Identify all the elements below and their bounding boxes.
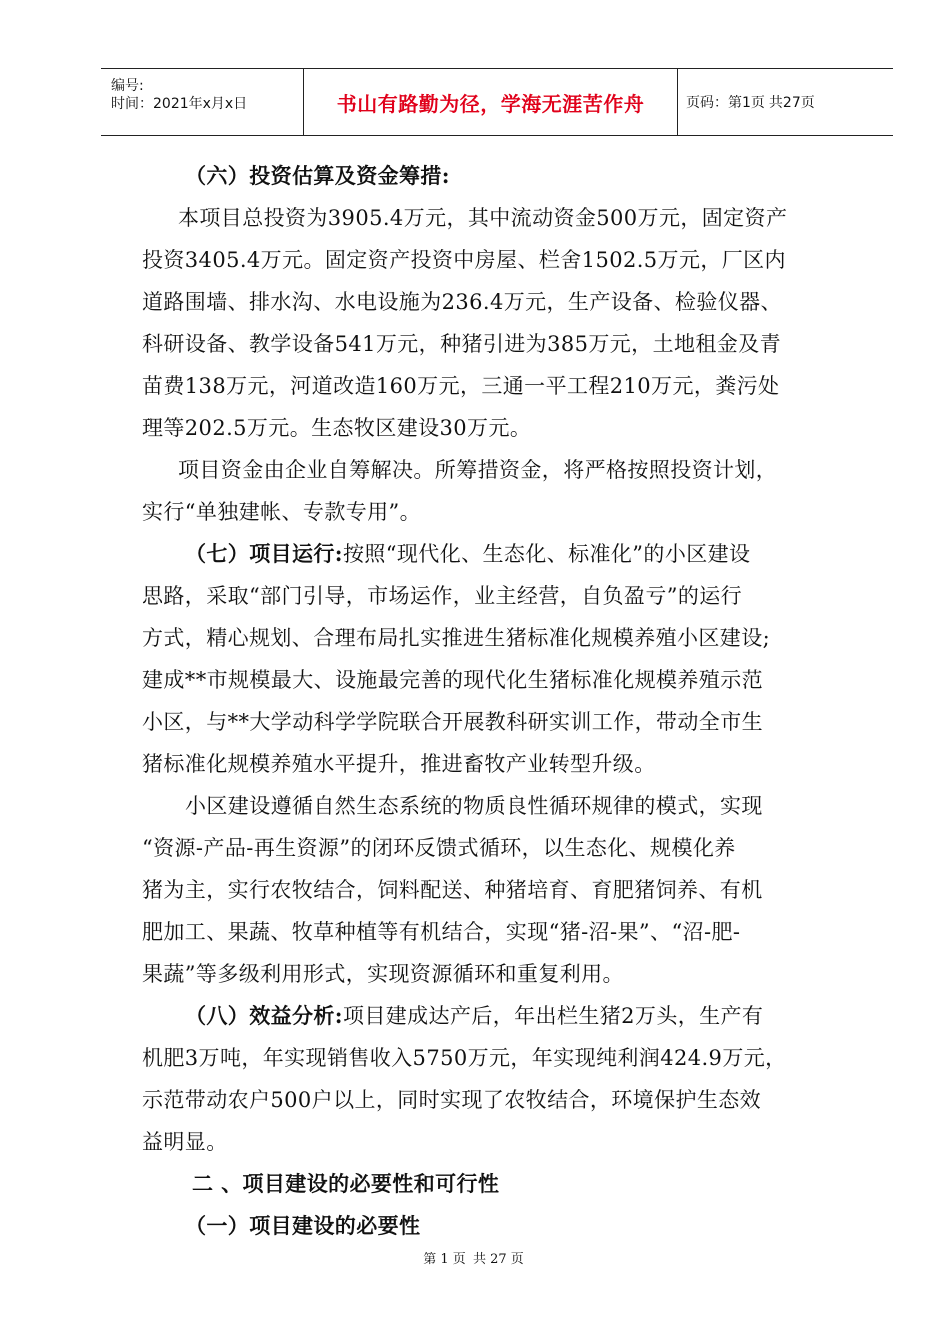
paragraph-line: 果蔬”等多级利用形式，实现资源循环和重复利用。	[142, 962, 624, 986]
page-header	[101, 68, 893, 136]
paragraph-line: 实行“单独建帐、专款专用”。	[142, 500, 422, 524]
subsection-heading: （一）项目建设的必要性	[185, 1213, 421, 1238]
paragraph-line: 项目资金由企业自筹解决。所筹措资金，将严格按照投资计划，	[178, 458, 778, 482]
header-motto-cell	[304, 69, 678, 135]
chapter-heading: 二 、项目建设的必要性和可行性	[192, 1171, 500, 1196]
paragraph-line	[185, 538, 750, 568]
paragraph-line: 思路，采取“部门引导，市场运作，业主经营，自负盈亏”的运行	[142, 584, 743, 608]
serial-number-label: 编号:	[111, 78, 144, 94]
paragraph-line: 肥加工、果蔬、牧草种植等有机结合，实现“猪-沼-果”、“沼-肥-	[142, 920, 741, 944]
page-number-label: 页码：第1页	[686, 95, 765, 111]
paragraph-line: 猪标准化规模养殖水平提升，推进畜牧产业转型升级。	[142, 752, 656, 776]
paragraph-text: 按照“现代化、生态化、标准化”的小区建设	[342, 542, 751, 566]
paragraph-text: 项目建成达产后，年出栏生猪2万头，生产有	[342, 1004, 764, 1028]
paragraph-line: 苗费138万元，河道改造160万元，三通一平工程210万元，粪污处	[142, 374, 780, 398]
section-heading-operation: （七）项目运行:	[185, 541, 343, 566]
paragraph-line	[185, 1000, 763, 1030]
paragraph-line: 科研设备、教学设备541万元，种猪引进为385万元，土地租金及青	[142, 332, 781, 356]
paragraph-line: 机肥3万吨，年实现销售收入5750万元，年实现纯利润424.9万元，	[142, 1046, 787, 1070]
page-total-label: 共27页	[768, 95, 815, 111]
header-meta-cell	[101, 69, 304, 135]
date-label: 时间：2021年x月x日	[111, 96, 248, 112]
paragraph-line: 理等202.5万元。生态牧区建设30万元。	[142, 416, 532, 440]
paragraph-line: 本项目总投资为3905.4万元，其中流动资金500万元，固定资产	[178, 206, 788, 230]
paragraph-line: 投资3405.4万元。固定资产投资中房屋、栏舍1502.5万元，厂区内	[142, 248, 786, 272]
paragraph-line: 建成**市规模最大、设施最完善的现代化生猪标准化规模养殖示范	[142, 668, 763, 692]
paragraph-line: 方式，精心规划、合理布局扎实推进生猪标准化规模养殖小区建设;	[142, 626, 771, 650]
section-heading-benefit: （八）效益分析:	[185, 1003, 343, 1028]
paragraph-line: 小区建设遵循自然生态系统的物质良性循环规律的模式，实现	[185, 794, 763, 818]
paragraph-line: 益明显。	[142, 1130, 228, 1154]
page-footer	[0, 1248, 950, 1267]
header-page-cell	[678, 69, 900, 135]
paragraph-line: 道路围墙、排水沟、水电设施为236.4万元，生产设备、检验仪器、	[142, 290, 782, 314]
paragraph-line: 小区，与**大学动科学学院联合开展教科研实训工作，带动全市生	[142, 710, 763, 734]
section-heading-investment: （六）投资估算及资金筹措:	[185, 163, 450, 188]
paragraph-line: 猪为主，实行农牧结合，饲料配送、种猪培育、育肥猪饲养、有机	[142, 878, 763, 902]
motto-text: 书山有路勤为径，学海无涯苦作舟	[336, 91, 645, 116]
paragraph-line: “资源-产品-再生资源”的闭环反馈式循环，以生态化、规模化养	[142, 836, 736, 860]
footer-page-total: 共 27 页	[472, 1252, 524, 1267]
footer-page-number: 第 1 页	[423, 1252, 466, 1267]
paragraph-line: 示范带动农户500户以上，同时实现了农牧结合，环境保护生态效	[142, 1088, 762, 1112]
